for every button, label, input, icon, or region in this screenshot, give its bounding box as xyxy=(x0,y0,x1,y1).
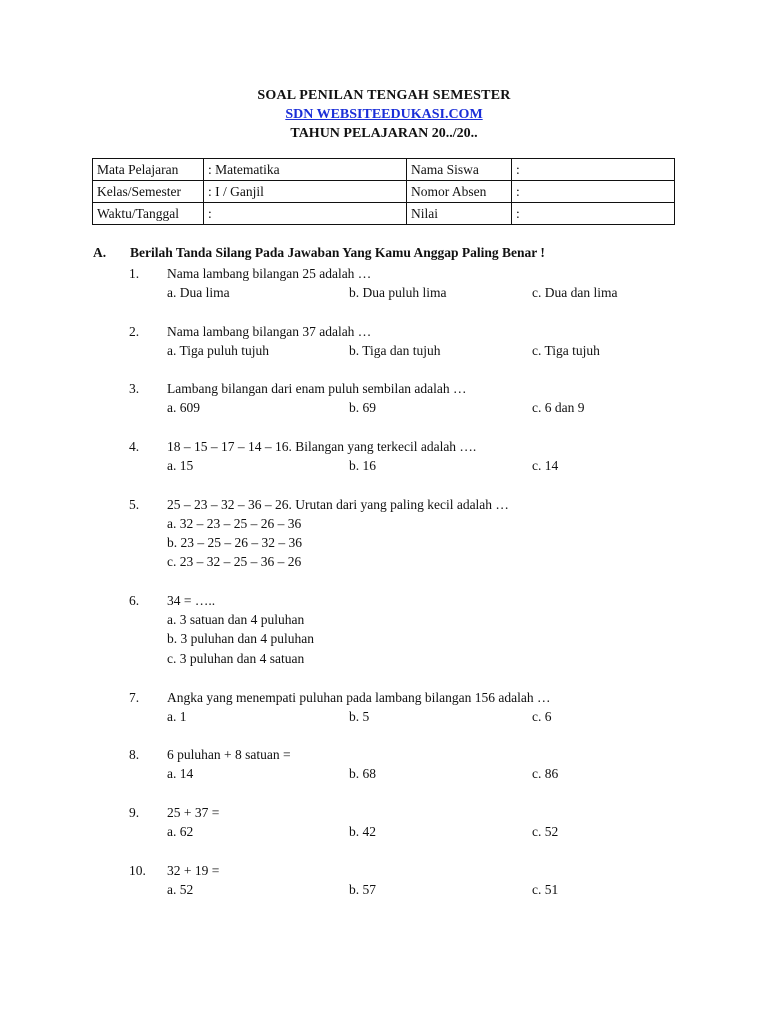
option-a[interactable]: a. 62 xyxy=(167,824,194,839)
question-text: Nama lambang bilangan 25 adalah … xyxy=(167,266,372,281)
question-number: 7. xyxy=(129,690,140,705)
time-date-field[interactable]: : xyxy=(204,203,407,225)
time-date-label: Waktu/Tanggal xyxy=(93,203,204,225)
table-row xyxy=(93,203,675,225)
option-c[interactable]: c. 52 xyxy=(532,824,559,839)
table-row xyxy=(93,159,675,181)
option-a[interactable]: a. Tiga puluh tujuh xyxy=(167,343,270,358)
section-letter: A. xyxy=(93,245,107,260)
option-c[interactable]: c. 23 – 32 – 25 – 36 – 26 xyxy=(167,554,302,569)
option-c[interactable]: c. 6 xyxy=(532,709,552,724)
academic-year: TAHUN PELAJARAN 20../20.. xyxy=(290,126,478,141)
option-a[interactable]: a. 609 xyxy=(167,400,200,415)
question-text: 25 + 37 = xyxy=(167,805,220,820)
subject-value: : Matematika xyxy=(204,159,407,181)
student-info-table xyxy=(92,158,675,225)
question-text: 18 – 15 – 17 – 14 – 16. Bilangan yang terkecil adalah …. xyxy=(167,439,477,454)
absence-number-label: Nomor Absen xyxy=(407,181,512,203)
option-b[interactable]: b. 42 xyxy=(349,824,376,839)
option-a[interactable]: a. Dua lima xyxy=(167,285,230,300)
option-a[interactable]: a. 15 xyxy=(167,458,194,473)
option-b[interactable]: b. 23 – 25 – 26 – 32 – 36 xyxy=(167,535,302,550)
question-number: 2. xyxy=(129,324,140,339)
score-field[interactable]: : xyxy=(512,203,675,225)
question-number: 9. xyxy=(129,805,140,820)
option-b[interactable]: b. 69 xyxy=(349,400,376,415)
option-c[interactable]: c. Dua dan lima xyxy=(532,285,618,300)
option-b[interactable]: b. Dua puluh lima xyxy=(349,285,447,300)
option-b[interactable]: b. 57 xyxy=(349,882,376,897)
subject-label: Mata Pelajaran xyxy=(93,159,204,181)
question-number: 6. xyxy=(129,593,140,608)
table-row xyxy=(93,181,675,203)
option-a[interactable]: a. 32 – 23 – 25 – 26 – 36 xyxy=(167,516,302,531)
class-semester-value: : I / Ganjil xyxy=(204,181,407,203)
question-number: 4. xyxy=(129,439,140,454)
option-a[interactable]: a. 52 xyxy=(167,882,194,897)
question-text: 34 = ….. xyxy=(167,593,216,608)
option-a[interactable]: a. 3 satuan dan 4 puluhan xyxy=(167,612,305,627)
absence-number-field[interactable]: : xyxy=(512,181,675,203)
question-number: 10. xyxy=(129,863,146,878)
option-c[interactable]: c. 51 xyxy=(532,882,559,897)
option-b[interactable]: b. 16 xyxy=(349,458,376,473)
question-text: 32 + 19 = xyxy=(167,863,220,878)
option-b[interactable]: b. 5 xyxy=(349,709,370,724)
document-header xyxy=(0,86,768,143)
option-b[interactable]: b. Tiga dan tujuh xyxy=(349,343,441,358)
option-c[interactable]: c. Tiga tujuh xyxy=(532,343,600,358)
option-b[interactable]: b. 68 xyxy=(349,766,376,781)
question-number: 1. xyxy=(129,266,140,281)
option-a[interactable]: a. 1 xyxy=(167,709,187,724)
question-number: 8. xyxy=(129,747,140,762)
option-c[interactable]: c. 14 xyxy=(532,458,559,473)
question-text: 6 puluhan + 8 satuan = xyxy=(167,747,291,762)
question-text: 25 – 23 – 32 – 36 – 26. Urutan dari yang paling kecil adalah … xyxy=(167,497,509,512)
option-b[interactable]: b. 3 puluhan dan 4 puluhan xyxy=(167,631,314,646)
question-number: 3. xyxy=(129,381,140,396)
option-c[interactable]: c. 86 xyxy=(532,766,559,781)
score-label: Nilai xyxy=(407,203,512,225)
section-instruction: Berilah Tanda Silang Pada Jawaban Yang Kamu Anggap Paling Benar ! xyxy=(130,245,545,260)
option-c[interactable]: c. 6 dan 9 xyxy=(532,400,585,415)
question-text: Lambang bilangan dari enam puluh sembilan adalah … xyxy=(167,381,467,396)
school-website-link[interactable]: SDN WEBSITEEDUKASI.COM xyxy=(285,107,483,122)
student-name-label: Nama Siswa xyxy=(407,159,512,181)
document-title: SOAL PENILAN TENGAH SEMESTER xyxy=(257,88,511,103)
question-number: 5. xyxy=(129,497,140,512)
question-text: Nama lambang bilangan 37 adalah … xyxy=(167,324,372,339)
class-semester-label: Kelas/Semester xyxy=(93,181,204,203)
student-name-field[interactable]: : xyxy=(512,159,675,181)
question-text: Angka yang menempati puluhan pada lambang bilangan 156 adalah … xyxy=(167,690,551,705)
option-a[interactable]: a. 14 xyxy=(167,766,194,781)
option-c[interactable]: c. 3 puluhan dan 4 satuan xyxy=(167,651,305,666)
section-heading xyxy=(93,245,545,261)
